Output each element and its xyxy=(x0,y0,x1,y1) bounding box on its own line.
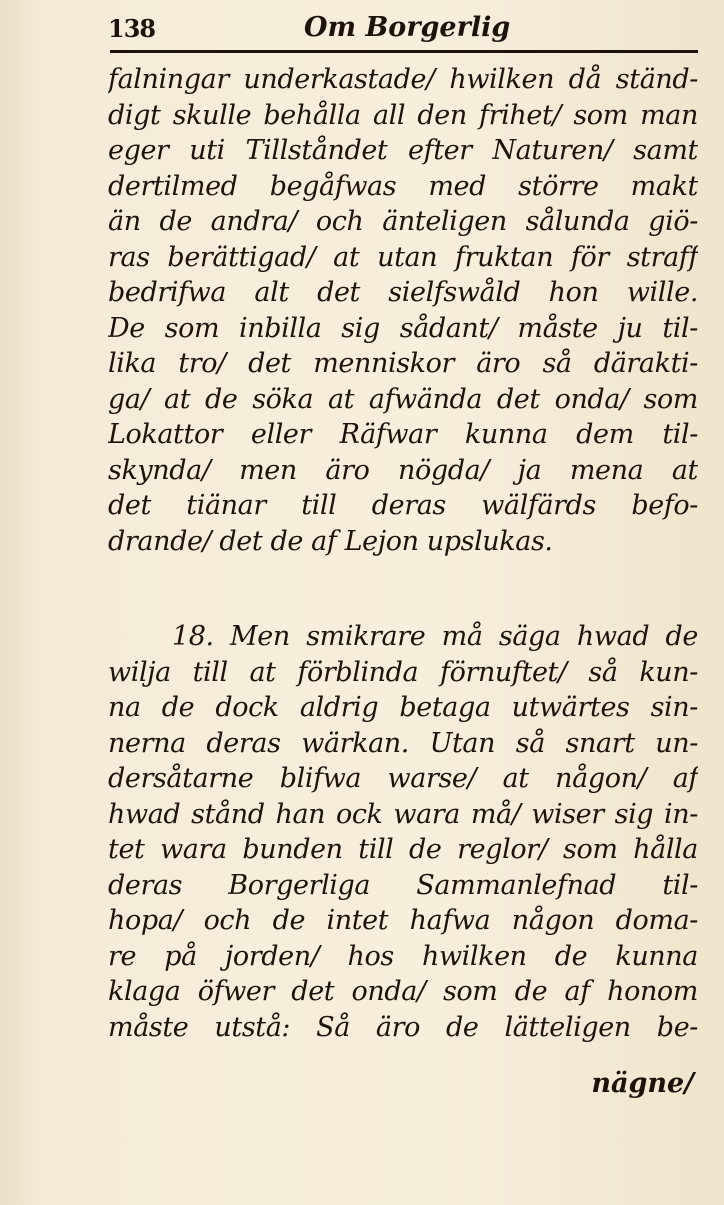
text-line: det tiänar till deras wälfärds befo- xyxy=(108,490,698,521)
text-line: 18. Men smikrare må säga hwad de xyxy=(172,621,698,652)
text-line: drande/ det de af Lejon upslukas. xyxy=(108,525,553,557)
text-line: eger uti Tillståndet efter Naturen/ samt xyxy=(108,135,698,166)
text-line: ga/ at de söka at afwända det onda/ som xyxy=(108,383,698,415)
text-line: lika tro/ det menniskor äro så därakti- xyxy=(108,348,698,379)
paragraph-1 xyxy=(108,62,698,559)
text-line: na de dock aldrig betaga utwärtes sin- xyxy=(108,692,698,723)
text-line: skynda/ men äro nögda/ ja mena at xyxy=(108,454,698,486)
text-line: dersåtarne blifwa warse/ at någon/ af xyxy=(108,763,698,794)
page-header xyxy=(108,10,698,52)
paragraph-2 xyxy=(108,619,698,1045)
text-line: måste utstå: Så äro de lätteligen be- xyxy=(108,1011,698,1043)
text-line: bedrifwa alt det sielfswåld hon wille. xyxy=(108,277,698,308)
paragraph-gap xyxy=(108,559,698,619)
text-line: klaga öfwer det onda/ som de af honom xyxy=(108,976,698,1007)
text-line: deras Borgerliga Sammanlefnad til- xyxy=(108,869,698,901)
catchword: nägne/ xyxy=(591,1068,694,1099)
text-line: falningar underkastade/ hwilken då ständ- xyxy=(108,64,698,95)
text-line: ras berättigad/ at utan fruktan för straff xyxy=(108,241,698,273)
text-line: nerna deras wärkan. Utan så snart un- xyxy=(108,727,698,759)
text-line: än de andra/ och änteligen sålunda giö- xyxy=(108,206,698,237)
text-line: hopa/ och de intet hafwa någon doma- xyxy=(108,905,698,936)
text-line: digt skulle behålla all den frihet/ som man xyxy=(108,99,698,131)
text-line: dertilmed begåfwas med större makt xyxy=(108,170,698,202)
running-title: Om Borgerlig xyxy=(304,12,511,43)
text-line: De som inbilla sig sådant/ måste ju til- xyxy=(108,312,698,344)
text-line: re på jorden/ hos hwilken de kunna xyxy=(108,940,698,972)
body-text xyxy=(108,62,698,1045)
text-line: hwad stånd han ock wara må/ wiser sig in- xyxy=(108,798,698,830)
text-line: tet wara bunden till de reglor/ som hålla xyxy=(108,834,698,865)
text-line: wilja till at förblinda förnuftet/ så kun- xyxy=(108,656,698,688)
page-number: 138 xyxy=(108,14,156,43)
text-line: Lokattor eller Räfwar kunna dem til- xyxy=(108,419,698,450)
header-rule xyxy=(110,50,698,53)
